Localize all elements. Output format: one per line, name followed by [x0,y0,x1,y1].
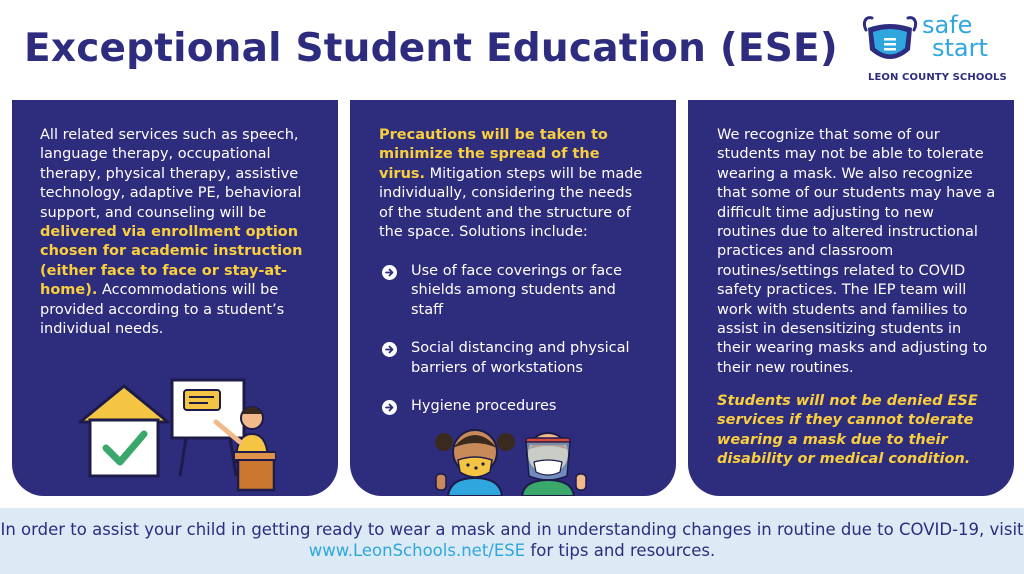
list-item-text: Social distancing and physical barriers of workstations [411,340,630,376]
list-item [382,339,652,378]
mask-tolerance-note: Students will not be denied ESE services if they cannot tolerate wearing a mask due to their disability or medical condition. [717,393,978,468]
footer-text-a: In order to assist your child in getting ready to wear a mask and in understanding changes in routine due to COVID-19, visit [0,520,1024,539]
related-services-card [12,100,338,496]
logo-line-2: start [932,34,988,62]
house-teacher-illustration [76,376,276,496]
footer-text-b: for tips and resources. [525,541,716,560]
precautions-text [379,126,647,242]
logo-subtitle: LEON COUNTY SCHOOLS [868,72,1007,83]
related-services-text-b: Accommodations will be provided according to a student’s individual needs. [40,282,285,338]
related-services-text-a: All related services such as speech, language therapy, occupational therapy, physical therapy, assistive technology, adaptive PE, behavioral support, and counseling will be [40,127,302,221]
list-item-text: Use of face coverings or face shields among students and staff [411,263,622,318]
list-item [382,262,652,320]
arrow-right-circle-icon [382,342,397,357]
precautions-card [350,100,676,496]
precautions-highlight: Precautions will be taken to minimize the spread of the virus. [379,127,608,182]
masked-children-illustration [430,420,600,496]
ese-link[interactable]: www.LeonSchools.net/ESE [308,541,526,560]
mask-tolerance-card [688,100,1014,496]
safe-start-logo [860,11,1010,84]
list-item-text: Hygiene procedures [411,398,557,415]
logo-line-1: safe [922,11,973,39]
mask-logo-icon [860,14,920,70]
precautions-body: Mitigation steps will be made individually, considering the needs of the student and the structure of the space. Solutions include: [379,165,643,241]
mask-tolerance-text: We recognize that some of our students may not be able to tolerate wearing a mask. We also recognize that some of our students may have a difficult time adjusting to new routines due to altered instructional practices and classroom routines/settings related to COVID safety practices. The IEP team will work with students and families to assist in desensitizing students in their wearing masks and adjusting to their new routines. [717,127,996,376]
arrow-right-circle-icon [382,400,397,415]
solutions-list [382,262,652,435]
related-services-highlight: delivered via enrollment option chosen for academic instruction (either face to face or stay-at-home). [40,224,303,299]
page-title: Exceptional Student Education (ESE) [24,26,838,71]
related-services-text [40,126,320,339]
logo-wordmark [922,11,988,62]
footer-banner [0,508,1024,574]
list-item [382,397,652,416]
arrow-right-circle-icon [382,265,397,280]
